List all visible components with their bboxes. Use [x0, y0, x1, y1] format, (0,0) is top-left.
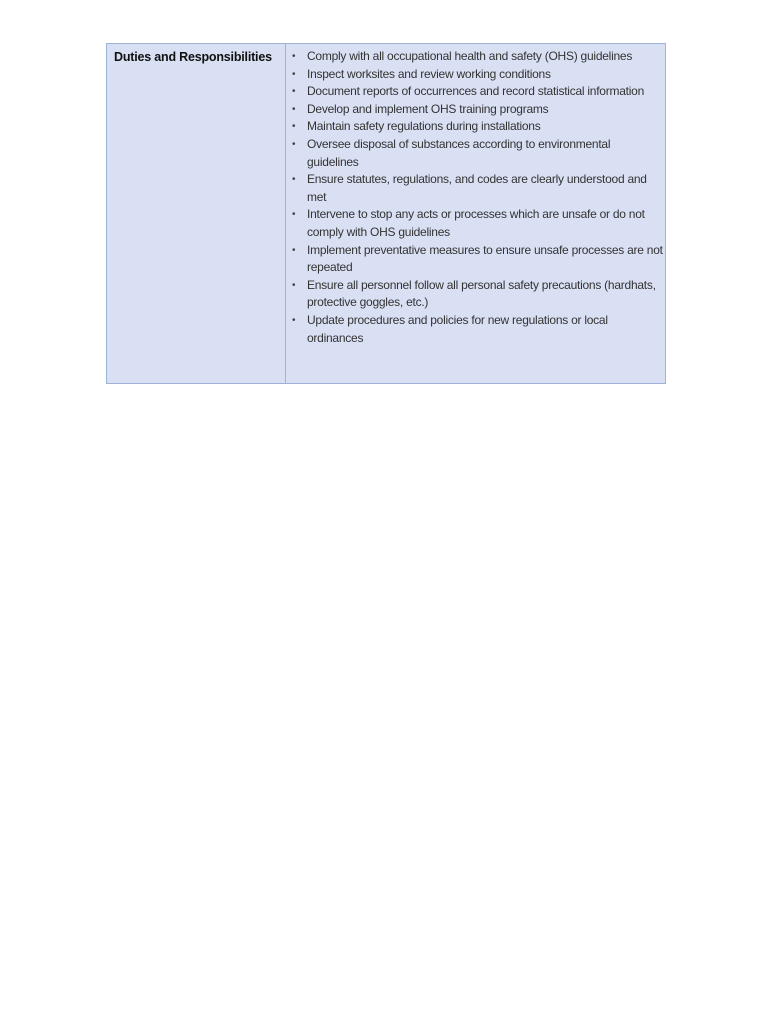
- bullet-icon: •: [292, 68, 296, 80]
- list-item-text: Oversee disposal of substances according to environmental guidelines: [307, 136, 611, 169]
- bullet-icon: •: [292, 103, 296, 115]
- list-item-text: Maintain safety regulations during installations: [307, 119, 541, 134]
- bullet-icon: •: [292, 121, 296, 133]
- duties-content-cell: [286, 44, 665, 383]
- list-item: [286, 66, 665, 84]
- bullet-icon: •: [292, 86, 296, 98]
- bullet-icon: •: [292, 174, 296, 186]
- duties-label: Duties and Responsibilities: [114, 50, 272, 64]
- list-item-text: Develop and implement OHS training programs: [307, 101, 549, 116]
- duties-table: [106, 43, 666, 384]
- list-item-text: Update procedures and policies for new regulations or local ordinances: [307, 312, 608, 345]
- bullet-icon: •: [292, 244, 296, 256]
- duties-list: [286, 48, 665, 347]
- list-item-text: Inspect worksites and review working conditions: [307, 66, 551, 81]
- list-item-text: Implement preventative measures to ensure unsafe processes are not repeated: [307, 242, 663, 275]
- duties-label-cell: [107, 44, 286, 383]
- list-item-text: Ensure all personnel follow all personal safety precautions (hardhats, protective goggles, etc.): [307, 277, 656, 310]
- list-item-text: Comply with all occupational health and safety (OHS) guidelines: [307, 49, 633, 63]
- list-item: [286, 101, 665, 119]
- list-item: [286, 83, 665, 101]
- list-item: [286, 242, 665, 277]
- list-item: [286, 136, 665, 171]
- bullet-icon: •: [292, 279, 296, 291]
- list-item: [286, 171, 665, 206]
- bullet-icon: •: [292, 209, 296, 221]
- list-item-text: Ensure statutes, regulations, and codes are clearly understood and met: [307, 172, 647, 204]
- bullet-icon: •: [292, 51, 296, 62]
- list-item: [286, 312, 665, 347]
- list-item-text: Document reports of occurrences and record statistical information: [307, 84, 644, 99]
- list-item: [286, 206, 665, 241]
- bullet-icon: •: [292, 314, 296, 326]
- bullet-icon: •: [292, 138, 296, 150]
- list-item: [286, 48, 665, 66]
- list-item: [286, 277, 665, 312]
- list-item: [286, 118, 665, 136]
- list-item-text: Intervene to stop any acts or processes which are unsafe or do not comply with OHS guidelines: [307, 207, 645, 239]
